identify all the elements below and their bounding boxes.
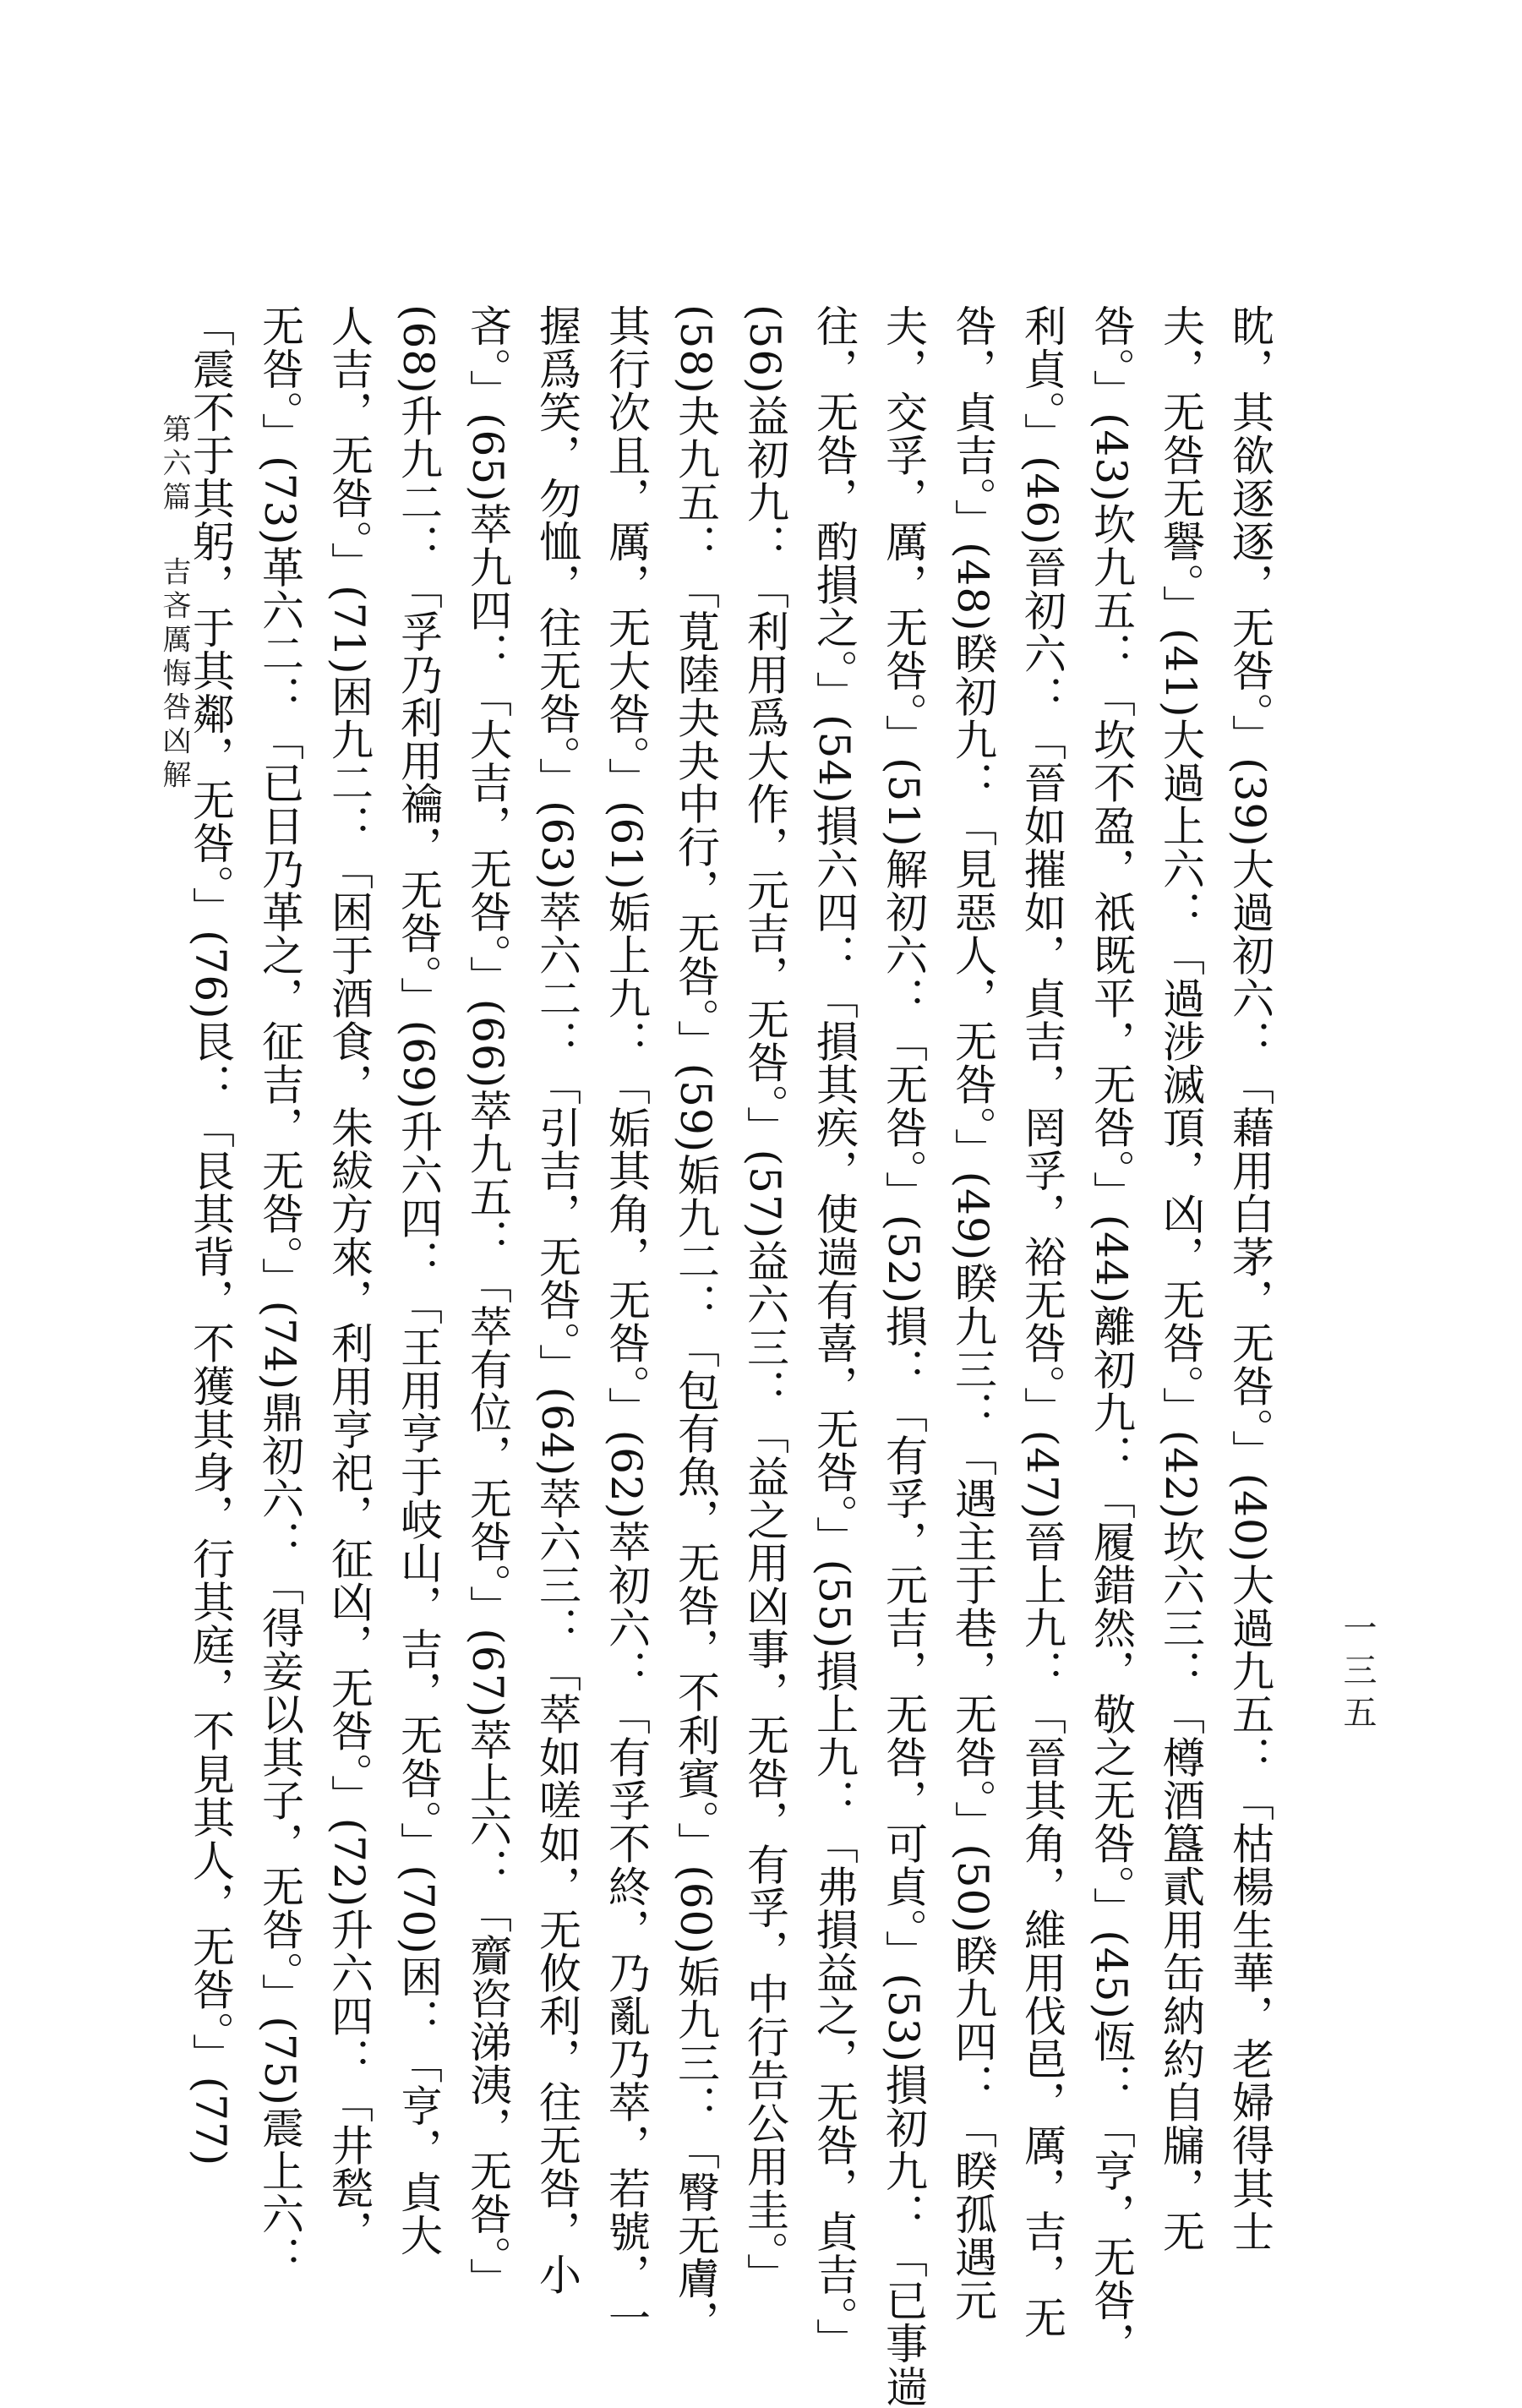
text-column: 夫，无咎无譽。」(41)大過上六：「過涉滅頂，凶，无咎。」(42)坎六三：「樽酒簋貳用缶納約自牖，无	[1156, 304, 1205, 2253]
text-column: 往，无咎，酌損之。」(54)損六四：「損其疾，使遄有喜，无咎。」(55)損上九：「弗損益之，无咎，貞吉。」	[810, 304, 859, 2362]
text-column: 无咎。」(73)革六二：「已日乃革之，征吉，无咎。」(74)鼎初六：「得妾以其子，无咎。」(75)震上六：	[255, 304, 304, 2279]
text-column: 人吉，无咎。」(71)困九二：「困于酒食，朱紱方來，利用亨祀，征凶，无咎。」(72)升六四：「井甃，	[325, 304, 374, 2253]
text-column: 「震不于其躬，于其鄰，无咎。」(76)艮：「艮其背，不獲其身，行其庭，不見其人，无咎。」(77)	[186, 304, 235, 2167]
text-column: 夫，交孚，厲，无咎。」(51)解初六：「无咎。」(52)損：「有孚，元吉，无咎，可貞。」(53)損初九：「已事遄	[879, 304, 928, 2408]
chapter-label: 第六篇	[157, 414, 191, 516]
running-header	[154, 414, 195, 794]
text-column: 利貞。」(46)晉初六：「晉如摧如，貞吉，罔孚，裕无咎。」(47)晉上九：「晉其角，維用伐邑，厲，吉，无	[1017, 304, 1066, 2340]
page-body-text	[186, 304, 1285, 2408]
text-column: (68)升九二：「孚乃利用禴，无咎。」(69)升六四：「王用亨于岐山，吉，无咎。」(70)困：「亨，貞大	[394, 304, 443, 2257]
text-column: (56)益初九：「利用爲大作，元吉，无咎。」(57)益六三：「益之用凶事，无咎，有孚，中行告公用圭。」	[740, 304, 789, 2296]
text-column: (58)夬九五：「莧陸夬夬中行，无咎。」(59)姤九二：「包有魚，无咎，不利賓。」(60)姤九三：「臀无膚，	[671, 304, 720, 2343]
chapter-title: 吉吝厲悔咎凶解	[157, 556, 191, 794]
text-column: 握爲笑，勿恤，往无咎。」(63)萃六二：「引吉，无咎。」(64)萃六三：「萃如嗟如，无攸利，往无咎，小	[532, 304, 581, 2296]
text-column: 其行次且，厲，无大咎。」(61)姤上九：「姤其角，无咎。」(62)萃初六：「有孚不終，乃亂乃萃，若號，一	[602, 304, 651, 2340]
text-column: 吝。」(65)萃九四：「大吉，无咎。」(66)萃九五：「萃有位，无咎。」(67)萃上六：「齎咨涕洟，无咎。」	[463, 304, 512, 2301]
text-column: 咎，貞吉。」(48)睽初九：「見惡人，无咎。」(49)睽九三：「遇主于巷，无咎。」(50)睽九四：「睽孤遇元	[948, 304, 997, 2322]
text-column: 眈，其欲逐逐，无咎。」(39)大過初六：「藉用白茅，无咎。」(40)大過九五：「枯楊生華，老婦得其士	[1225, 304, 1274, 2253]
text-column: 咎。」(43)坎九五：「坎不盈，祇既平，无咎。」(44)離初九：「履錯然，敬之无咎。」(45)恆：「亨，无咎，	[1087, 304, 1136, 2365]
page-number: 一三五	[1338, 1610, 1377, 1737]
